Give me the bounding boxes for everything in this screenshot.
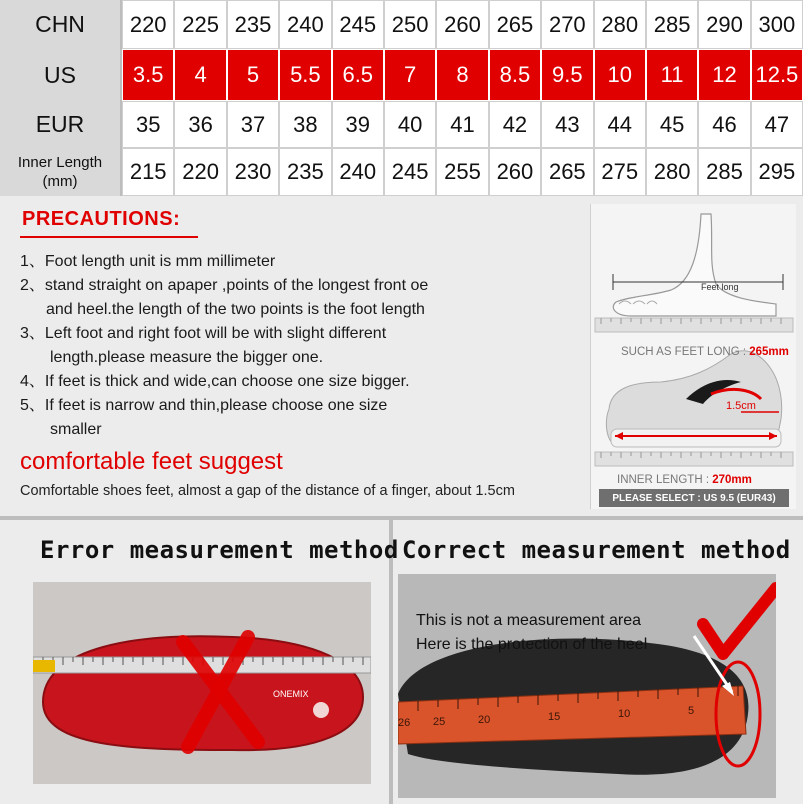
insole-black-photo	[398, 574, 776, 798]
inner-length-unit: (mm)	[42, 173, 78, 190]
size-cell: 290	[698, 0, 750, 49]
brand-text: ONEMIX	[273, 689, 309, 699]
size-cell: 295	[751, 148, 803, 196]
error-method-title: Error measurement method	[40, 536, 399, 564]
size-cell: 265	[541, 148, 593, 196]
row-label-chn: CHN	[0, 0, 122, 49]
size-cell: 35	[122, 101, 174, 148]
precaution-item-5	[20, 394, 580, 442]
size-cell: 4	[174, 49, 226, 101]
comfort-title: comfortable feet suggest	[20, 448, 283, 475]
size-cell: 38	[279, 101, 331, 148]
size-cell: 285	[646, 0, 698, 49]
size-cell: 260	[489, 148, 541, 196]
correct-method-photo	[398, 574, 776, 798]
size-cell: 6.5	[332, 49, 384, 101]
size-cell: 3.5	[122, 49, 174, 101]
size-cell: 10	[594, 49, 646, 101]
ruler-number: 10	[618, 708, 631, 720]
size-cell: 230	[227, 148, 279, 196]
size-cell: 300	[751, 0, 803, 49]
row-cells-chn	[122, 0, 803, 49]
precaution-line: 2、stand straight on apaper ,points of the longest front oe	[20, 277, 429, 294]
precaution-line: 5、If feet is narrow and thin,please choose one size	[20, 397, 388, 414]
feet-long-caption	[621, 346, 789, 358]
ruler-number: 5	[688, 705, 695, 717]
size-table	[0, 0, 803, 196]
size-cell: 265	[489, 0, 541, 49]
measurement-methods-section	[0, 516, 803, 804]
size-cell: 250	[384, 0, 436, 49]
size-cell: 280	[646, 148, 698, 196]
row-label-inner-length	[0, 148, 122, 196]
precaution-item-4	[20, 370, 580, 394]
row-label-eur: EUR	[0, 101, 122, 148]
size-cell: 8	[436, 49, 488, 101]
select-size-bar: PLEASE SELECT : US 9.5 (EUR43)	[599, 489, 789, 507]
size-cell: 280	[594, 0, 646, 49]
size-cell: 5.5	[279, 49, 331, 101]
size-cell: 240	[332, 148, 384, 196]
row-label-us: US	[0, 49, 122, 101]
caption1-prefix: SUCH AS FEET LONG :	[621, 346, 750, 358]
precautions-section	[0, 196, 803, 516]
precaution-line: 3、Left foot and right foot will be with slight different	[20, 325, 387, 342]
overlay-line-1: This is not a measurement area	[416, 612, 641, 629]
foot-measurement-figure	[590, 204, 796, 509]
ruler-number: 20	[478, 714, 491, 726]
size-cell: 46	[698, 101, 750, 148]
precaution-line: 4、If feet is thick and wide,can choose one size bigger.	[20, 373, 410, 390]
size-cell: 41	[436, 101, 488, 148]
size-cell: 8.5	[489, 49, 541, 101]
size-cell: 36	[174, 101, 226, 148]
size-row-inner-length	[0, 148, 803, 196]
size-cell: 235	[279, 148, 331, 196]
precaution-line: 1、Foot length unit is mm millimeter	[20, 253, 276, 270]
section-divider-top	[0, 516, 803, 520]
precautions-underline	[20, 236, 198, 238]
size-cell: 260	[436, 0, 488, 49]
size-cell: 270	[541, 0, 593, 49]
feet-long-label: Feet long	[701, 282, 739, 292]
error-method-photo	[33, 582, 371, 784]
size-cell: 225	[174, 0, 226, 49]
precautions-list	[20, 250, 580, 442]
size-cell: 11	[646, 49, 698, 101]
gap-label: 1.5cm	[726, 400, 756, 412]
inner-length-label: Inner Length	[17, 154, 103, 171]
size-row-chn	[0, 0, 803, 49]
size-cell: 45	[646, 101, 698, 148]
ruler-number: 15	[548, 711, 561, 723]
caption2-prefix: INNER LENGTH :	[617, 474, 713, 486]
size-cell: 9.5	[541, 49, 593, 101]
precaution-item-2	[20, 274, 580, 322]
overlay-line-2: Here is the protection of the heel	[416, 636, 648, 653]
row-cells-inner-length	[122, 148, 803, 196]
size-cell: 12.5	[751, 49, 803, 101]
precaution-cont: length.please measure the bigger one.	[50, 349, 324, 366]
precaution-cont: and heel.the length of the two points is the foot length	[46, 301, 425, 318]
size-cell: 245	[384, 148, 436, 196]
comfort-text: Comfortable shoes feet, almost a gap of the distance of a finger, about 1.5cm	[20, 483, 515, 499]
inner-length-caption	[617, 474, 752, 486]
precaution-cont: smaller	[50, 421, 102, 438]
ruler-number: 25	[433, 716, 446, 728]
size-cell: 37	[227, 101, 279, 148]
size-cell: 285	[698, 148, 750, 196]
size-cell: 42	[489, 101, 541, 148]
size-cell: 40	[384, 101, 436, 148]
precaution-item-1	[20, 250, 580, 274]
precaution-item-3	[20, 322, 580, 370]
correct-method-title: Correct measurement method	[402, 536, 791, 564]
size-cell: 43	[541, 101, 593, 148]
size-cell: 12	[698, 49, 750, 101]
size-cell: 220	[174, 148, 226, 196]
insole-red-photo	[33, 582, 371, 784]
size-cell: 245	[332, 0, 384, 49]
size-cell: 215	[122, 148, 174, 196]
size-cell: 255	[436, 148, 488, 196]
row-cells-us	[122, 49, 803, 101]
size-cell: 39	[332, 101, 384, 148]
size-cell: 47	[751, 101, 803, 148]
size-cell: 44	[594, 101, 646, 148]
size-cell: 5	[227, 49, 279, 101]
size-row-us	[0, 49, 803, 101]
size-cell: 235	[227, 0, 279, 49]
size-cell: 220	[122, 0, 174, 49]
size-cell: 275	[594, 148, 646, 196]
size-cell: 7	[384, 49, 436, 101]
caption2-value: 270mm	[712, 474, 752, 486]
size-row-eur	[0, 101, 803, 148]
caption1-value: 265mm	[749, 346, 789, 358]
ruler-number: 26	[398, 717, 411, 729]
precautions-title: PRECAUTIONS:	[22, 208, 181, 230]
row-cells-eur	[122, 101, 803, 148]
size-cell: 240	[279, 0, 331, 49]
